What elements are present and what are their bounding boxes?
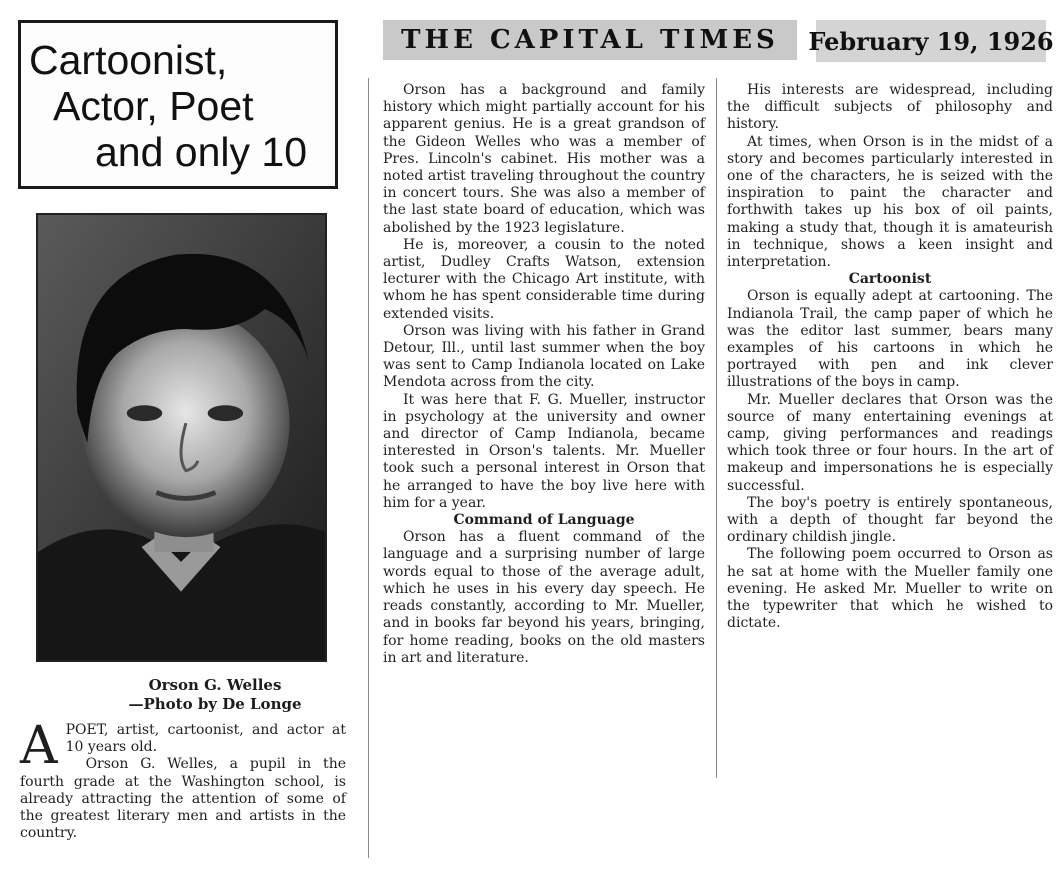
paragraph: Orson has a fluent command of the language and a surprising number of large words equal to those of the average adult, which he uses in his every day speech. He reads constantly, according to Mr. Mueller, and in books far beyond his years, bringing, for home reading, books on the old masters in art and literature. — [383, 529, 705, 666]
portrait-photo — [36, 213, 327, 662]
paragraph: The boy's poetry is entirely spontaneous, with a depth of thought far beyond the ordinary childish jingle. — [727, 494, 1053, 546]
paragraph: Orson was living with his father in Grand Detour, Ill., until last summer when the boy was sent to Camp Indianola located on Lake Mendota across from the city. — [383, 322, 705, 391]
lead-paragraph — [20, 716, 346, 776]
paragraph: Orson has a background and family history which might partially account for his apparent genius. He is a great grandson of the Gideon Welles who was a member of Pres. Lincoln's cabinet. His mother was a noted artist traveling throughout the country in concert tours. She was also a member of the last state board of education, which was abolished by the 1923 legislature. — [383, 82, 705, 236]
paragraph: The following poem occurred to Orson as he sat at home with the Mueller family one evening. He asked Mr. Mueller to write on the typewriter that which he wished to dictate. — [727, 546, 1053, 632]
headline-line-3: and only 10 — [95, 129, 308, 175]
column-divider — [716, 78, 717, 778]
paragraph: Mr. Mueller declares that Orson was the source of many entertaining evenings at camp, giving performances and readings which took three or four hours. In the art of makeup and impersonations he is especially successful. — [727, 391, 1053, 494]
caption-credit: —Photo by De Longe — [128, 695, 302, 713]
paragraph: Orson G. Welles, a pupil in the fourth grade at the Washington school, is already attracting the attention of some of the greatest literary men and artists in the country. — [20, 756, 346, 842]
paragraph: It was here that F. G. Mueller, instructor in psychology at the university and owner and director of Camp Indianola, became interested in Orson's talents. Mr. Mueller took such a personal interest in Orson that he arranged to have the boy live here with him for a year. — [383, 391, 705, 511]
publication-date: February 19, 1926 — [816, 20, 1046, 62]
right-column — [727, 82, 1053, 633]
portrait-image — [38, 215, 325, 660]
middle-column — [383, 82, 705, 667]
subheading: Cartoonist — [848, 271, 932, 288]
headline-line-1: Cartoonist, — [29, 37, 228, 83]
headline-box — [18, 20, 338, 189]
paragraph: He is, moreover, a cousin to the noted artist, Dudley Crafts Watson, extension lecturer with the Chicago Art institute, with whom he has spent considerable time during extended visits. — [383, 236, 705, 322]
headline-line-2: Actor, Poet — [53, 83, 254, 129]
drop-cap: A — [20, 716, 58, 776]
paragraph: His interests are widespread, including the difficult subjects of philosophy and history. — [727, 82, 1053, 133]
newspaper-name: THE CAPITAL TIMES — [383, 20, 797, 60]
lead-text: POET, artist, cartoonist, and actor at 10 years old. — [65, 722, 346, 756]
column-divider — [368, 78, 369, 858]
headline — [29, 37, 327, 175]
subheading: Command of Language — [453, 512, 635, 529]
paragraph: At times, when Orson is in the midst of a story and becomes particularly interested in one of the characters, he is seized with the inspiration to paint the character and forthwith takes up his box of oil paints, making a study that, though it is amateurish in technique, shows a keen insight and interpretation. — [727, 133, 1053, 271]
caption-name: Orson G. Welles — [148, 676, 282, 694]
paragraph: Orson is equally adept at cartooning. The Indianola Trail, the camp paper of which he was the editor last summer, bears many examples of his cartoons in which he portrayed with pen and ink clever illustrations of the boys in camp. — [727, 288, 1053, 391]
left-column — [20, 716, 346, 842]
photo-caption — [70, 676, 360, 714]
